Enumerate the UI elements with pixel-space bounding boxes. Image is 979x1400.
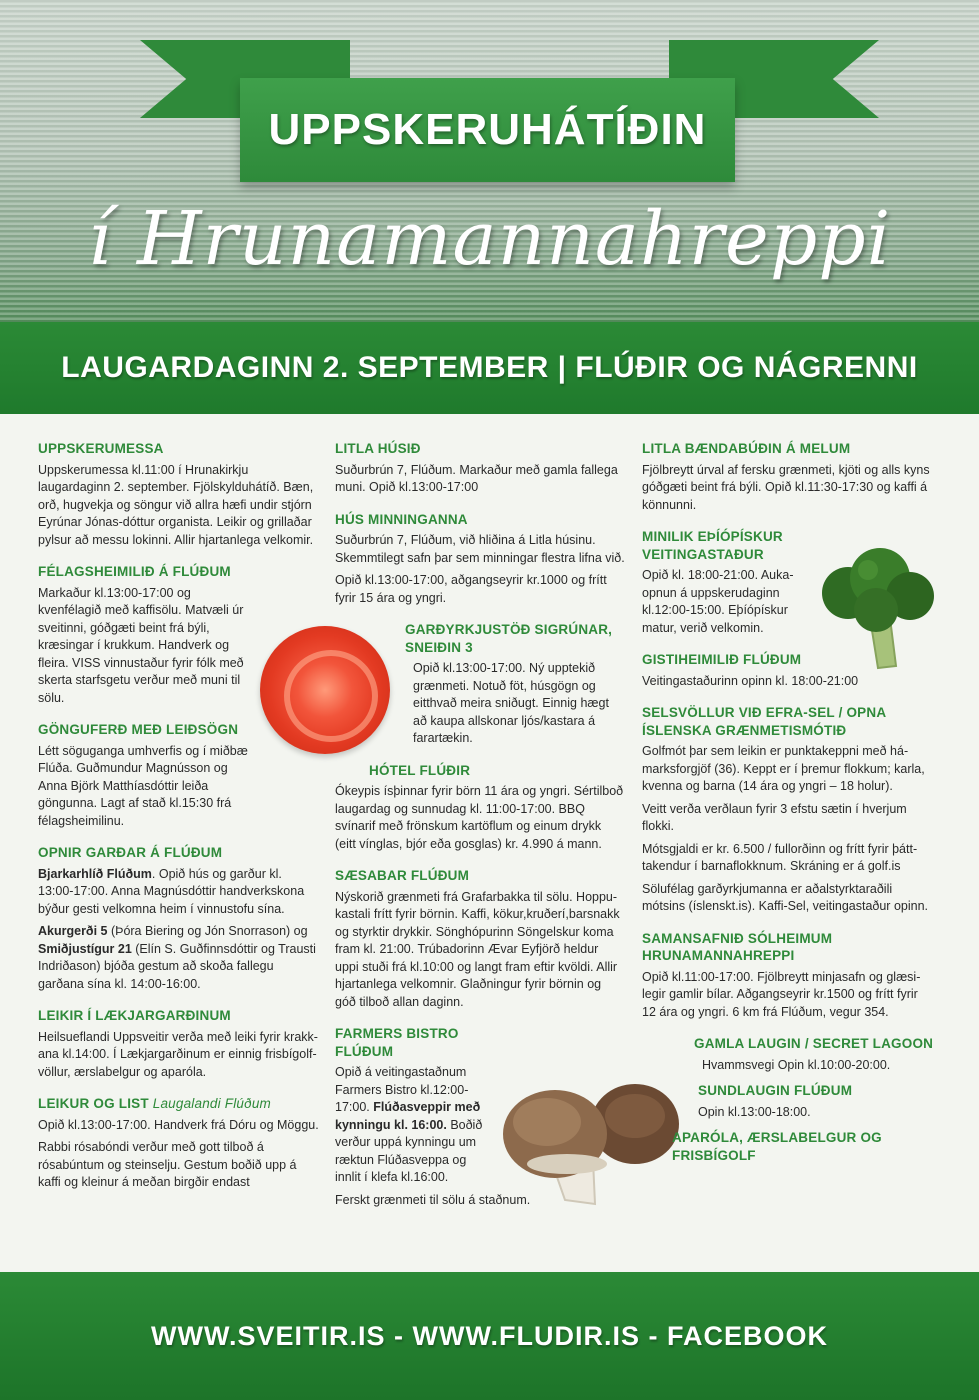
text-span: Opið á veitingastaðnum Farmers Bistro kl.12:00-17:00. — [335, 1065, 469, 1114]
section-text — [38, 866, 320, 919]
section-text: Nýskorið grænmeti frá Grafarbakka til sölu. Hoppu-kastali frítt fyrir börnin. Kaffi, kökur,kruðerí,barsnakk og styrktir drykkir. Sönghópurinn Söngelskur koma fram kl. 21:00. Trúbadorinn Ævar Eyfjörð heldur uppi stuði frá kl.10:00 og langt fram eftir kvöldi. Allir hjartanlega velkomnir. Glaðningur fyrir börnin og góð tilboð allan daginn. — [335, 889, 620, 1009]
section-text: Hvammsvegi Opin kl.10:00-20:00. — [702, 1057, 891, 1072]
section-text: Fjölbreytt úrval af fersku grænmeti, kjöti og alls kyns góðgæti beint frá býli. Opið kl.11:30-17:30 og kaffi á könnunni. — [642, 462, 930, 512]
broccoli-shine — [858, 560, 878, 580]
date-line: LAUGARDAGINN 2. SEPTEMBER | FLÚÐIR OG NÁGRENNI — [61, 351, 918, 384]
text-span: . Opið hús og garður kl. 13:00-17:00. Anna Magnúsdóttir handverkskona býður gesti velkomna heim í vinnustofu sína. — [38, 866, 305, 916]
section-gonguferd — [38, 721, 320, 830]
broccoli-image — [818, 548, 938, 678]
footer-links[interactable]: WWW.SVEITIR.IS - WWW.FLUDIR.IS - FACEBOOK — [151, 1320, 828, 1351]
place-name: Smiðjustígur 21 — [38, 941, 132, 956]
title-sub: Laugalandi Flúðum — [152, 1096, 271, 1111]
section-title: LEIKIR Í LÆKJARGARÐINUM — [38, 1008, 231, 1023]
section-litla-baendabudin — [642, 440, 934, 514]
section-text: Veitt verða verðlaun fyrir 3 efstu sætin í hverjum flokki. — [642, 801, 907, 833]
section-text: Markaður kl.13:00-17:00 og kvenfélagið með kaffisölu. Matvæli úr sveitinni, góðgæti beint frá býli, kræsingar í krukkum. Handverk og fleira. VISS vinnustaður fyrir fólk með skerta starfsgetu verður með muni til sölu. — [38, 585, 244, 705]
section-leikir — [38, 1007, 320, 1081]
section-text: Opið kl.13:00-17:00. Handverk frá Dóru og Möggu. — [38, 1117, 319, 1132]
section-text: Ferskt grænmeti til sölu á staðnum. — [335, 1192, 531, 1207]
section-title — [38, 1095, 320, 1113]
section-selsvollur — [642, 704, 934, 916]
mushroom-gills — [527, 1154, 607, 1174]
section-title: APARÓLA, ÆRSLABELGUR OG FRISBÍGOLF — [672, 1130, 882, 1163]
section-text: Suðurbrún 7, Flúðum. Markaður með gamla fallega muni. Opið kl.13:00-17:00 — [335, 462, 618, 494]
section-title: SAMANSAFNIÐ SÓLHEIMUM HRUNAMANNAHREPPI — [642, 930, 833, 963]
highlight-text: Flúðasveppir með kynningu kl. 16:00. — [335, 1100, 481, 1132]
footer-bar — [0, 1272, 979, 1400]
place-name: Bjarkarhlíð Flúðum — [38, 866, 152, 881]
section-title: HÓTEL FLÚÐIR — [369, 762, 471, 778]
page-title: UPPSKERUHÁTÍÐIN — [268, 105, 707, 154]
section-gamla-laugin — [642, 1035, 934, 1074]
section-title: LITLA HÚSIÐ — [335, 441, 421, 456]
column-left — [38, 440, 320, 1206]
section-sundlaugin — [642, 1082, 934, 1121]
section-litla-husid — [335, 440, 625, 497]
section-hus-minninganna — [335, 511, 625, 608]
title-text: LEIKUR OG LIST — [38, 1096, 149, 1111]
section-title: SÆSABAR FLÚÐUM — [335, 868, 470, 883]
section-title: GARÐYRKJUSTÖÐ SIGRÚNAR, SNEIÐIN 3 — [405, 622, 613, 655]
broccoli-floret — [854, 588, 898, 632]
section-saesabar — [335, 867, 625, 1011]
section-title: UPPSKERUMESSA — [38, 441, 164, 456]
date-bar — [0, 322, 979, 414]
section-title: SUNDLAUGIN FLÚÐUM — [698, 1083, 853, 1098]
section-leikur-og-list — [38, 1095, 320, 1192]
section-hotel-fludir — [335, 762, 625, 854]
section-title: GISTIHEIMILIÐ FLÚÐUM — [642, 652, 802, 667]
section-text: Opin kl.13:00-18:00. — [698, 1104, 811, 1119]
section-aparola — [642, 1129, 882, 1164]
section-text: Ókeypis ísþinnar fyrir börn 11 ára og yngri. Sértilboð laugardag og sunnudag kl. 11:00-17:00. BBQ svínarif með frönskum kartöflum og einum drykk (eitt vínglas, bjór eða gosglas) kr. 4.990 á mann. — [335, 784, 624, 851]
section-text: Uppskerumessa kl.11:00 í Hrunakirkju laugardaginn 2. september. Fjölskylduhátíð. Bæn, orð, hugvekja og söngur við allra hæfi undir stjórn Eyrúnar Jónas-dóttur organista. Leikir og grillaðar pylsur að messu lokinni. Allir hjartanlega velkomir. — [38, 462, 314, 547]
section-title: HÚS MINNINGANNA — [335, 511, 468, 527]
section-text: Rabbi rósabóndi verður með gott tilboð á rósabúntum og steinselju. Gestum boðið upp á kaffi og kleinur á meðan birgðir endast — [38, 1140, 297, 1189]
section-text: Létt söguganga umhverfis og í miðbæ Flúða. Guðmundur Magnússon og Anna Björk Matthíasdóttir leiða göngunna. Lagt af stað kl.15:30 frá félagsheimilinu. — [38, 743, 248, 828]
text-span: (Elín S. Guðfinnsdóttir og Trausti Indriðason) bjóða gestum að skoða fallegu garðana sína kl. 14:00-16:00. — [38, 941, 316, 991]
page-subtitle: í Hrunamannahreppi — [87, 196, 892, 282]
section-text: Opið kl. 18:00-21:00. Auka-opnun á uppskerudaginn kl.12:00-15:00. Eþíópískur matur, verið velkomin. — [642, 568, 794, 635]
section-gardyrkjustod — [335, 621, 625, 748]
section-text — [335, 1064, 485, 1187]
section-title: FÉLAGSHEIMILIÐ Á FLÚÐUM — [38, 564, 231, 579]
section-text: Mótsgjaldi er kr. 6.500 / fullorðinn og frítt fyrir þátt-takendur í barnaflokknum. Skráning er á golf.is — [642, 841, 918, 873]
section-title: GÖNGUFERÐ MEÐ LEIÐSÖGN — [38, 722, 239, 737]
text-span: Boðið verður uppá kynningu um ræktun Flúðasveppa og innlit í klefa kl.16:00. — [335, 1117, 483, 1184]
mushroom-shine — [513, 1098, 581, 1146]
section-text: Sölufélag garðyrkjumanna er aðalstyrktaraðili mótsins (íslenskt.is). Kaffi-Sel, veitingastaður opinn. — [642, 881, 929, 913]
section-title: GAMLA LAUGIN / SECRET LAGOON — [694, 1036, 934, 1051]
section-title: SELSVÖLLUR VIÐ EFRA-SEL / OPNA ÍSLENSKA GRÆNMETISMÓTIÐ — [642, 705, 886, 738]
section-text — [38, 923, 320, 993]
section-title: OPNIR GARÐAR Á FLÚÐUM — [38, 845, 223, 860]
section-text: Golfmót þar sem leikin er punktakeppni með há-marksforgjöf (36). Keppt er í þremur flokkum; karla, kvenna og barna (14 ára og yngri – 18 holur). — [642, 744, 925, 793]
section-samansafnid — [642, 930, 934, 1022]
section-text: Suðurbrún 7, Flúðum, við hliðina á Litla húsinu. Skemmtilegt safn þar sem minningar flestra lifna við. — [335, 533, 625, 565]
section-text: Opið kl.13:00-17:00. Ný upptekið grænmeti. Notuð föt, húsgögn og eitthvað meira sniðugt. Einnig hægt að kaupa allskonar ljós/kastara á farartækin. — [413, 661, 609, 745]
title-ribbon — [240, 78, 735, 182]
section-text: Veitingastaðurinn opinn kl. 18:00-21:00 — [642, 673, 859, 688]
text-span: (Þóra Biering og Jón Snorrason) og — [107, 924, 308, 938]
section-opnir-gardar — [38, 844, 320, 993]
section-uppskerumessa — [38, 440, 320, 549]
section-text: Opið kl.13:00-17:00, aðgangseyrir kr.1000 og frítt fyrir 15 ára og yngri. — [335, 573, 607, 605]
section-title: LITLA BÆNDABÚÐIN Á MELUM — [642, 441, 851, 456]
section-text: Opið kl.11:00-17:00. Fjölbreytt minjasafn og glæsi-legir gamlir bílar. Aðgangseyrir kr.1500 og frítt fyrir 12 ára og yngri. 6 km frá Flúðum, vegur 354. — [642, 969, 921, 1019]
section-text: Heilsueflandi Uppsveitir verða með leiki fyrir krakk-ana kl.14:00. Í Lækjargarðinum er einnig frisbígolf-völlur, ærslabelgur og aparóla. — [38, 1029, 318, 1079]
place-name: Akurgerði 5 — [38, 924, 108, 938]
section-title: FARMERS BISTRO FLÚÐUM — [335, 1026, 459, 1059]
section-title: MINILIK EÞÍÓPÍSKUR VEITINGASTAÐUR — [642, 529, 783, 562]
header-banner — [0, 0, 979, 330]
